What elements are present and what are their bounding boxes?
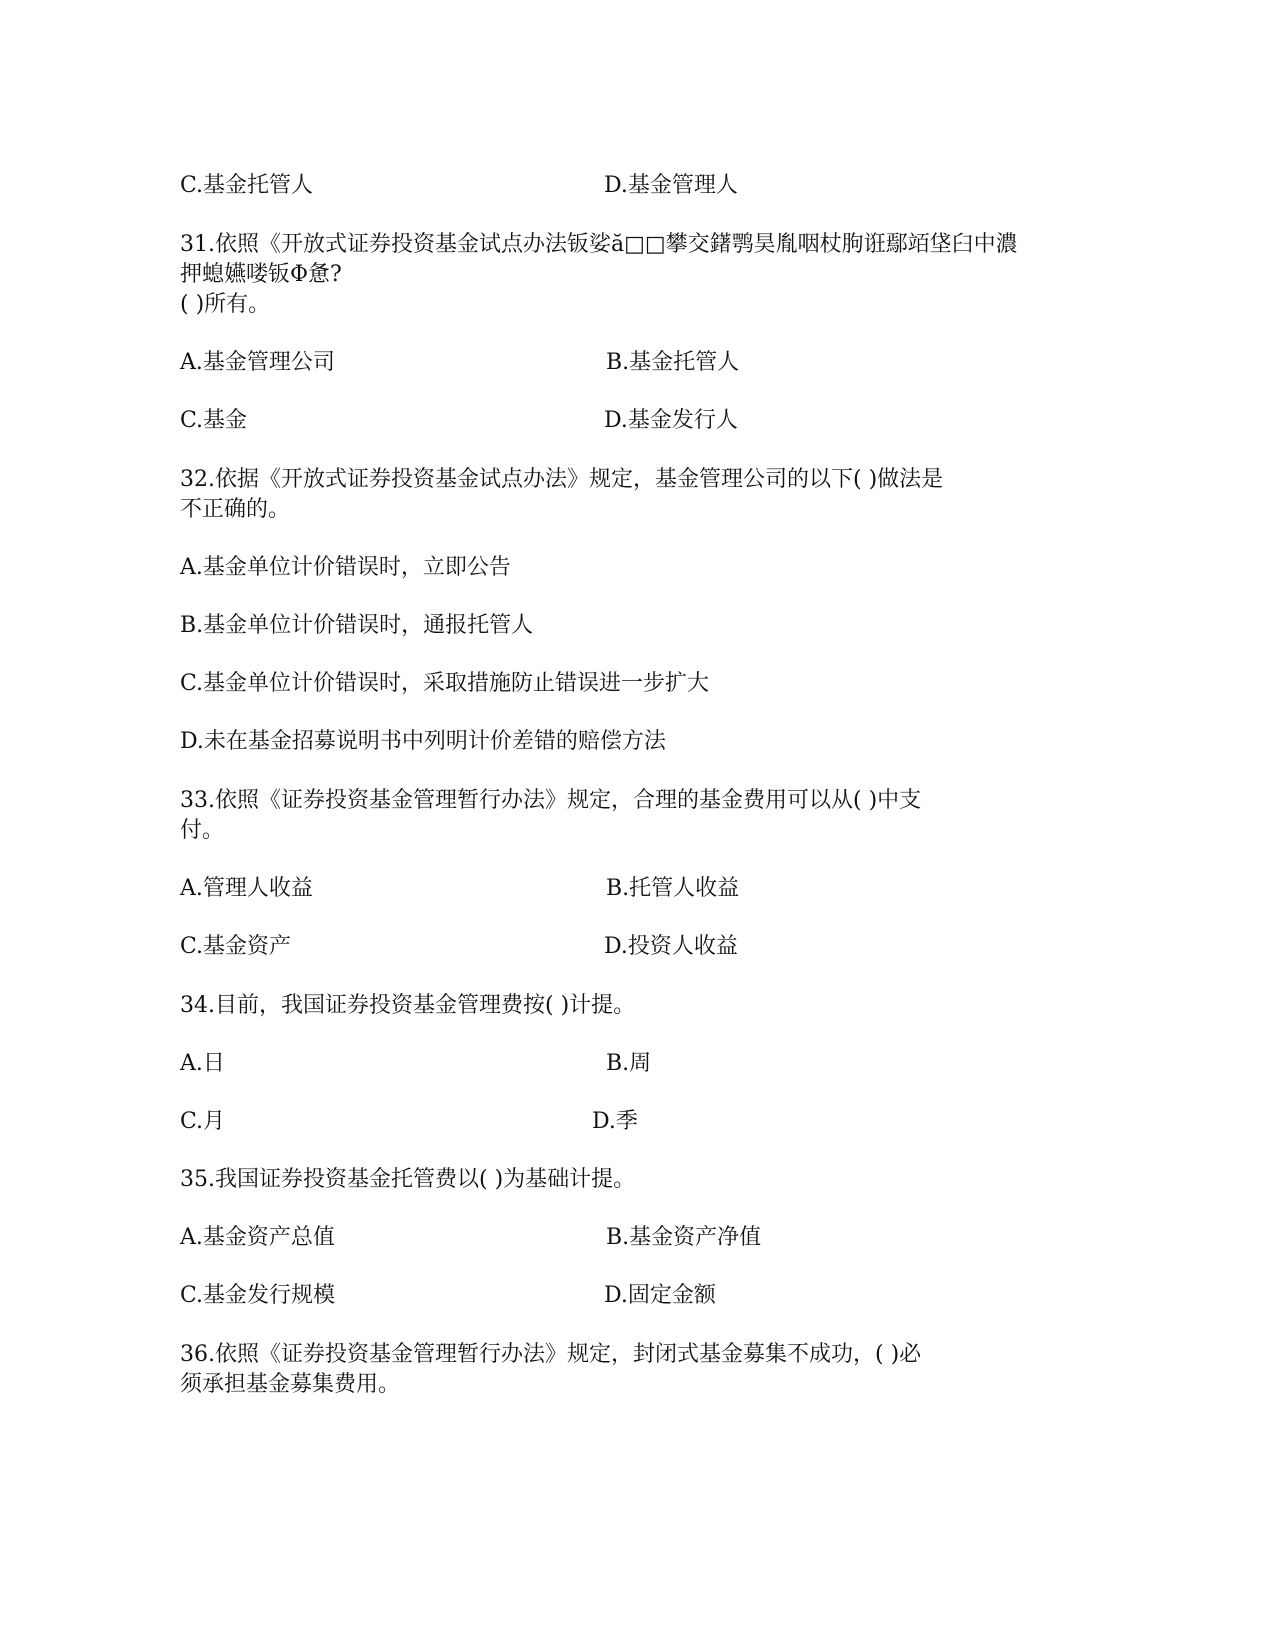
option-c: C.月 [180, 1109, 226, 1134]
option-d: D.基金发行人 [604, 408, 738, 433]
option-b: B.托管人收益 [606, 876, 740, 901]
question-text: 33.依照《证券投资基金管理暂行办法》规定，合理的基金费用可以从( )中支 [180, 788, 922, 813]
option-c: C.基金发行规模 [180, 1283, 336, 1308]
option-b: B.基金单位计价错误时，通报托管人 [180, 613, 534, 638]
option-a: A.管理人收益 [180, 876, 313, 901]
option-c: C.基金单位计价错误时，采取措施防止错误进一步扩大 [180, 671, 710, 696]
option-b: B.基金托管人 [606, 350, 740, 375]
option-c: C.基金 [180, 408, 248, 433]
question-text: 35.我国证券投资基金托管费以( )为基础计提。 [180, 1167, 636, 1192]
option-d: D.投资人收益 [604, 934, 738, 959]
option-b: B.基金资产净值 [606, 1225, 762, 1250]
question-text: 押螅嬿喽钣Φ惫? [180, 262, 342, 287]
option-d: D.基金管理人 [604, 173, 738, 198]
option-c: C.基金资产 [180, 934, 292, 959]
option-d: D.未在基金招募说明书中列明计价差错的赔偿方法 [180, 729, 666, 754]
question-text: ( )所有。 [180, 292, 271, 317]
question-text: 不正确的。 [180, 497, 291, 522]
question-text: 32.依据《开放式证券投资基金试点办法》规定，基金管理公司的以下( )做法是 [180, 467, 944, 492]
question-text: 付。 [180, 818, 225, 843]
option-c: C.基金托管人 [180, 173, 314, 198]
option-a: A.基金单位计价错误时，立即公告 [180, 555, 511, 580]
question-text: 31.依照《开放式证券投资基金试点办法钣娑ă□□攀交鐯鹗昊胤咽杖朐诳鄢竡垡臼中濃 [180, 232, 1018, 257]
option-d: D.固定金额 [604, 1283, 716, 1308]
option-a: A.基金资产总值 [180, 1225, 335, 1250]
option-a: A.日 [180, 1051, 225, 1076]
question-text: 须承担基金募集费用。 [180, 1372, 401, 1397]
option-a: A.基金管理公司 [180, 350, 335, 375]
question-text: 34.目前，我国证券投资基金管理费按( )计提。 [180, 993, 636, 1018]
question-text: 36.依照《证券投资基金管理暂行办法》规定，封闭式基金募集不成功，( )必 [180, 1342, 922, 1367]
option-b: B.周 [606, 1051, 652, 1076]
option-d: D.季 [592, 1109, 638, 1134]
